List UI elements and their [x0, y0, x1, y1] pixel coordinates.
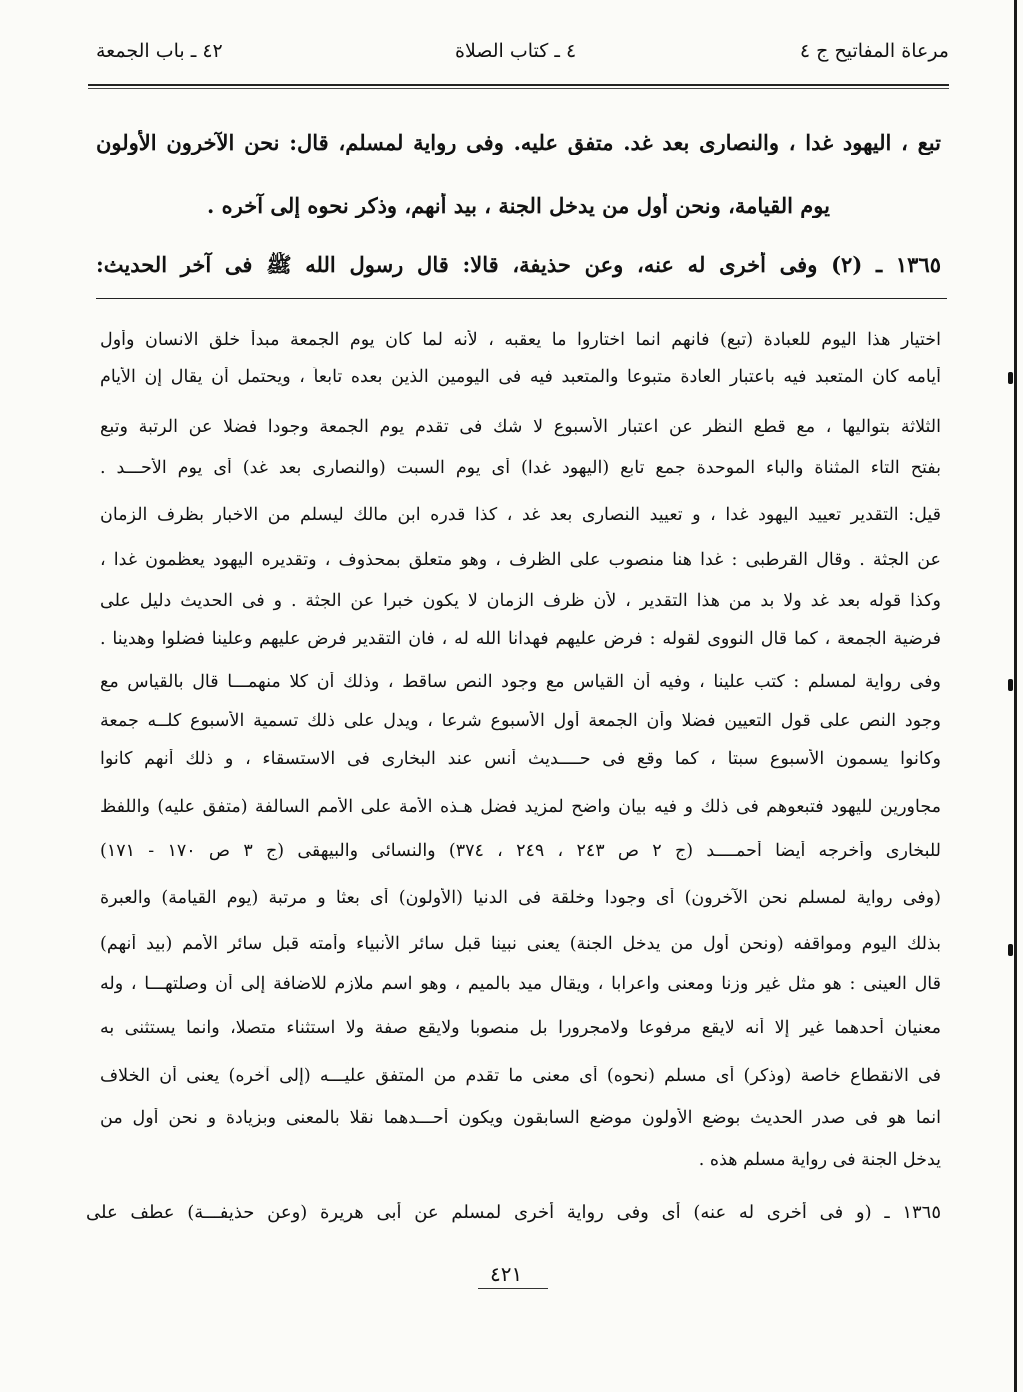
hadith-line: ١٣٦٥ ـ (٢) وفى أخرى له عنه، وعن حذيفة، قالا: قال رسول الله ﷺ فى آخر الحديث: [96, 252, 941, 277]
commentary-line: بذلك اليوم ومواقفه (ونحن أول من يدخل الجنة) يعنى نبينا قبل سائر الأنبياء وأمته قبل سائر الأمم (بيد أنهم) [100, 934, 941, 954]
page-edge-shadow [1014, 0, 1017, 1392]
page-number: ٤٢١ [490, 1262, 523, 1286]
scan-mark [1008, 679, 1013, 691]
hadith-line: تبع ، اليهود غدا ، والنصارى بعد غد. متفق عليه. وفى رواية لمسلم، قال: نحن الآخرون الأولون [96, 130, 941, 155]
hadith-line: يوم القيامة، ونحن أول من يدخل الجنة ، بيد أنهم، وذكر نحوه إلى آخره . [207, 193, 830, 218]
commentary-line: للبخارى وأخرجه أيضا أحمــــد (ج ٢ ص ٢٤٣ ، ٢٤٩ ، ٣٧٤) والنسائى والبيهقى (ج ٣ ص ١٧٠ - ١٧١) [100, 841, 941, 861]
header-book-title: مرعاة المفاتيح ج ٤ [799, 40, 949, 62]
commentary-line: أيامه كان المتعبد فيه باعتبار العادة متبوعا والمتعبد فيه فى اليومين الذين بعده تابعاً ، ويحتمل أن يقال إن الأيام [100, 367, 941, 387]
commentary-line: اختيار هذا اليوم للعبادة (تبع) فانهم انما اختاروا ما يعقبه ، لأنه لما كان يوم الجمعة مبدأ خلق الانسان وأول [100, 330, 941, 350]
scan-mark [1008, 372, 1013, 384]
commentary-line: فى الانقطاع خاصة (وذكر) أى مسلم (نحوه) أى معنى ما تقدم من المتفق عليـــه (إلى آخره) يعنى أن الخلاف [100, 1066, 941, 1086]
header-rule [88, 84, 949, 86]
commentary-line: قال العينى : هو مثل غير وزنا ومعنى واعرابا ، ويقال ميد بالميم ، وهو اسم ملازم للاضافة إلى أن وصلتهـــا ، وله [100, 974, 941, 994]
next-hadith-commentary-line: ١٣٦٥ ـ (و فى أخرى له عنه) أى وفى رواية أخرى لمسلم عن أبى هريرة (وعن حذيفـــة) عطف على [86, 1202, 941, 1223]
commentary-line: فرضية الجمعة ، كما قال النووى لقوله : فرض عليهم فهدانا الله له ، فان التقدير فرض عليهم وعلينا فضلوا وهدينا . [100, 629, 941, 649]
commentary-line: معنيان أحدهما غير إلا أنه لايقع مرفوعا ولامجرورا بل منصوبا ولايقع صفة ولا استثناء متصلا، وانما يستثنى به [100, 1018, 941, 1038]
commentary-line: الثلاثة بتواليها ، مع قطع النظر عن اعتبار الأسبوع لا شك فى تقدم يوم الجمعة وجودا فضلا عن الرتبة وتبع [100, 417, 941, 437]
commentary-line: وكذا قوله بعد غد ولا بد من هذا التقدير ، لأن ظرف الزمان لا يكون خبرا عن الجثة . و فى الحديث دليل على [100, 591, 941, 611]
commentary-line: قيل: التقدير تعييد اليهود غدا ، و تعييد النصارى بعد غد ، كذا قدره ابن مالك ليسلم من الاخبار بظرف الزمان [100, 505, 941, 525]
page-number-rule [478, 1288, 548, 1289]
scan-mark [1008, 944, 1013, 956]
commentary-line: وجود النص على قول التعيين فضلا وأن الجمعة أول الأسبوع شرعا ، ويدل على ذلك تسمية الأسبوع كلــه جمعة [100, 711, 941, 731]
commentary-line: مجاورين لليهود فتبعوهم فى ذلك و فيه بيان واضح لمزيد فضل هـذه الأمة على الأمم السالفة (متفق عليه) واللفظ [100, 797, 941, 817]
commentary-line: (وفى رواية لمسلم نحن الآخرون) أى وجودا وخلقة فى الدنيا (الأولون) أى بعثا و مرتبة (يوم القيامة) والعبرة [100, 888, 941, 908]
commentary-line: يدخل الجنة فى رواية مسلم هذه . [698, 1150, 941, 1170]
commentary-line: وفى رواية لمسلم : كتب علينا ، وفيه أن القياس مع وجود النص ساقط ، وذلك أن كلا منهمـــا قال بالقياس مع [100, 672, 941, 692]
commentary-line: انما هو فى صدر الحديث بوضع الأولون موضع السابقون ويكون أحـــدهما نقلا بالمعنى وبزيادة و نحن أول من [100, 1108, 941, 1128]
commentary-line: بفتح التاء المثناة والباء الموحدة جمع تابع (اليهود غدا) أى يوم السبت (والنصارى بعد غد) أى يوم الأحـــد . [100, 458, 941, 478]
header-section: ٤٢ ـ باب الجمعة [96, 40, 223, 62]
separator-rule [96, 298, 947, 299]
header-rule-thin [88, 88, 949, 89]
header-chapter: ٤ ـ كتاب الصلاة [455, 40, 577, 62]
commentary-line: وكانوا يسمون الأسبوع سبتا ، كما وقع فى حــــديث أنس عند البخارى فى الاستسقاء ، و ذلك أنهم كانوا [100, 749, 941, 769]
commentary-line: عن الجثة . وقال القرطبى : غدا هنا منصوب على الظرف ، وهو متعلق بمحذوف ، وتقديره اليهود يعظمون غدا ، [100, 550, 941, 570]
